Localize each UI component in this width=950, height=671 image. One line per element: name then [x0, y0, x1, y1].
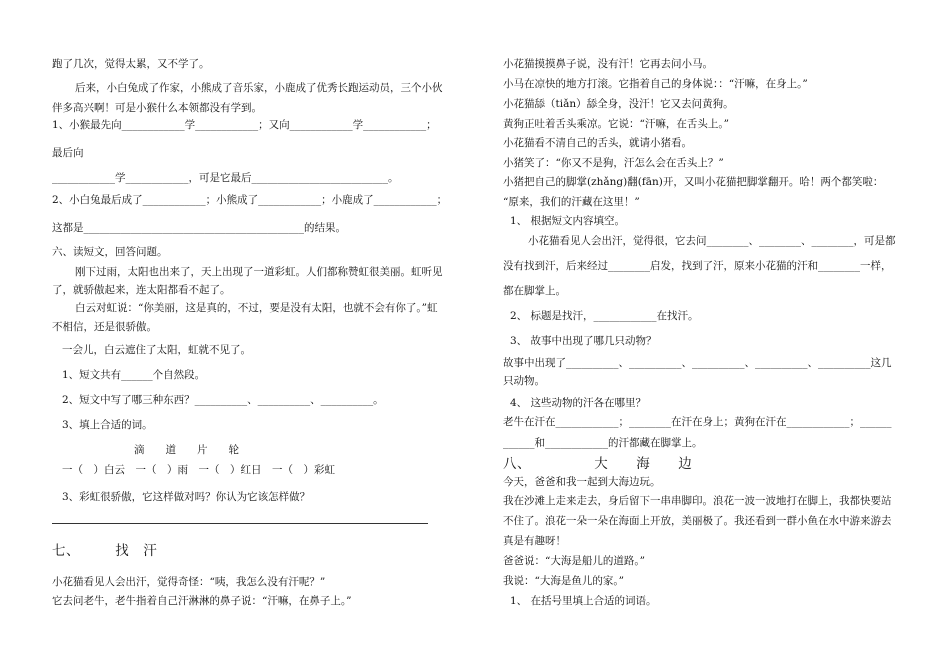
question-line: 2、小白兔最后成了____________；小熊成了____________；小鹿成了____________； — [52, 194, 448, 206]
text-line: 小马在凉快的地方打滚。它指着自己的身体说：：“汗嘛，在身上。” — [503, 78, 808, 90]
question-line: 3、 故事中出现了哪几只动物？ — [510, 335, 657, 347]
question-line: 1、 根据短文内容填空。 — [510, 215, 626, 227]
text-line: 小花猫看见人会出汗，觉得奇怪：“咦，我怎么没有汗呢？” — [52, 576, 326, 588]
text-line: 跑了几次，觉得太累，又不学了。 — [52, 58, 210, 70]
text-line: 小花猫舔（tiǎn）舔全身，没汗！它又去问黄狗。 — [503, 98, 734, 110]
question-line: 1、小猴最先向____________学____________；又向____________学____________； — [52, 119, 437, 131]
text-line: 刚下过雨，太阳也出来了，天上出现了一道彩虹。人们都称赞虹很美丽。虹听见 — [75, 266, 443, 278]
question-line: ____________学____________，可是它最后__________________________。 — [52, 172, 399, 184]
text-line: 不相信，还是很骄傲。 — [52, 321, 157, 333]
text-line: 了，就骄傲起来，连太阳都看不起了。 — [52, 284, 231, 296]
text-line: 我在沙滩上走来走去，身后留下一串串脚印。浪花一波一波地打在脚上，我都快要站 — [503, 495, 892, 507]
question-line: 2、 标题是找汗，____________在找汗。 — [510, 310, 699, 322]
fill-in-line: ______和____________的汗都藏在脚掌上。 — [503, 437, 703, 449]
text-line: “原来，我们的汗藏在这里！” — [503, 196, 640, 208]
answer-line — [52, 523, 428, 524]
question-line: 这都是__________________________________________的结果。 — [52, 222, 346, 234]
text-line: 黄狗正吐着舌头乘凉。它说：“汗嘛，在舌头上。” — [503, 118, 729, 130]
fill-in-line: 小花猫看见人会出汗，觉得很，它去问________、________、________，可是都 — [528, 235, 896, 247]
fill-in-line: 故事中出现了__________、__________、__________、__________、__________这几 — [503, 357, 892, 369]
text-line: 我说：“大海是鱼儿的家。” — [503, 575, 624, 587]
fill-in-line: 老牛在汗在____________；________在汗在身上；黄狗在汗在____________；______ — [503, 416, 892, 428]
text-line: 一会儿，白云遮住了太阳，虹就不见了。 — [62, 344, 251, 356]
word-choices: 滴 道 片 轮 — [134, 444, 239, 456]
text-line: 伴多高兴啊！可是小猴什么本领都没有学到。 — [52, 102, 262, 114]
text-line: 后来，小白兔成了作家，小熊成了音乐家，小鹿成了优秀长跑运动员，三个小伙 — [75, 82, 443, 94]
question-line: 4、 这些动物的汗各在哪里？ — [510, 397, 647, 409]
text-line: 小猪笑了：“你又不是狗，汗怎么会在舌头上？” — [503, 157, 724, 169]
question-line: 1、短文共有______个自然段。 — [62, 369, 206, 381]
section-heading: 六、读短文，回答问题。 — [52, 246, 168, 258]
fill-in-line: 没有找到汗，后来经过________启发，找到了汗，原来小花猫的汗和________一样， — [503, 260, 892, 272]
text-line: 小花猫摸摸鼻子说，没有汗！它再去问小马。 — [503, 58, 713, 70]
question-line: 2、短文中写了哪三种东西？__________、__________、__________。 — [62, 394, 384, 406]
question-line: 3、填上合适的词。 — [62, 419, 153, 431]
fill-in-line: 只动物。 — [503, 375, 545, 387]
text-line: 不住了。浪花一朵一朵在海面上开放，美丽极了。我还看到一群小鱼在水中游来游去 — [503, 515, 892, 527]
question-line: 最后向 — [52, 147, 84, 159]
text-line: 真是有趣呀！ — [503, 535, 566, 547]
text-line: 小花猫看不清自己的舌头，就请小猪看。 — [503, 137, 692, 149]
section-title: 八、 大 海 边 — [503, 456, 693, 472]
question-line: 1、 在括号里填上合适的词语。 — [510, 595, 657, 607]
section-title: 七、 找 汗 — [52, 543, 158, 559]
text-line: 它去问老牛，老牛指着自己汗淋淋的鼻子说：“汗嘛，在鼻子上。” — [52, 595, 352, 607]
text-line: 小猪把自己的脚掌(zhǎng)翻(fān)开，又叫小花猫把脚掌翻开。哈！两个都笑啦： — [503, 176, 884, 188]
text-line: 白云对虹说：“你美丽，这是真的，不过，要是没有太阳，也就不会有你了。”虹 — [75, 302, 438, 314]
text-line: 爸爸说：“大海是船儿的道路。” — [503, 555, 645, 567]
text-line: 今天，爸爸和我一起到大海边玩。 — [503, 476, 661, 488]
fill-in-line: 都在脚掌上。 — [503, 285, 566, 297]
fill-in-line: 一（ ）白云 一（ ）雨 一（ ）红日 一（ ）彩虹 — [62, 464, 335, 476]
question-line: 3、彩虹很骄傲，它这样做对吗？你认为它该怎样做？ — [62, 491, 311, 503]
